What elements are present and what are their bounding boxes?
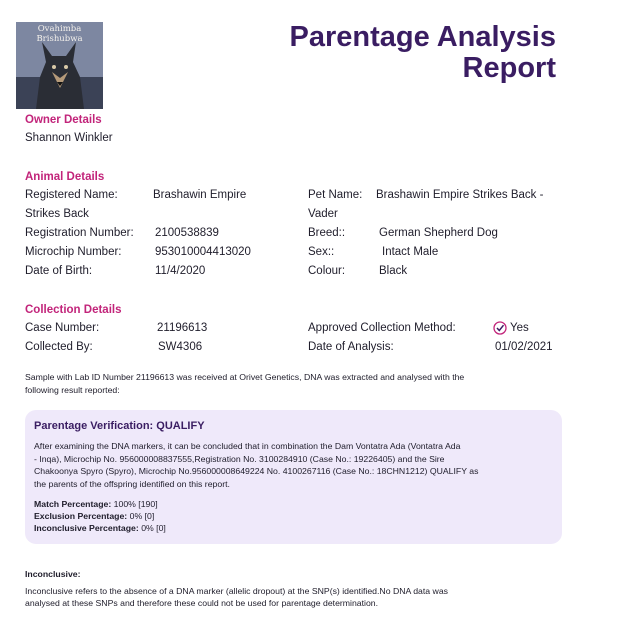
inconclusive-percentage-value: 0% [0] [141, 523, 166, 533]
registration-number-value: 2100538839 [155, 227, 219, 239]
exclusion-percentage-label: Exclusion Percentage: [34, 511, 128, 521]
inconclusive-text-line2: analysed at these SNPs and therefore these could not be used for parentage determination. [25, 598, 379, 608]
verification-text-line3: Chakoonya Spyro (Spyro), Microchip No.956000008649224 No. 4100267116 (Case No.: 18CHN1212) QUALIFY as [34, 466, 479, 476]
verification-text-line1: After examining the DNA markers, it can be concluded that in combination the Dam Vontatra Ada (Vontatra Ada [34, 441, 461, 451]
report-title [290, 22, 557, 84]
verification-panel [25, 410, 562, 544]
inconclusive-heading: Inconclusive: [25, 569, 81, 579]
colour-value: Black [379, 265, 408, 277]
case-number-value: 21196613 [157, 322, 208, 334]
inconclusive-text-line1: Inconclusive refers to the absence of a DNA marker (allelic dropout) at the SNP(s) identified.No DNA data was [25, 586, 448, 596]
sex-value: Intact Male [382, 246, 439, 258]
pet-name-label: Pet Name: [308, 189, 363, 201]
match-percentage-value: 100% [190] [113, 499, 158, 509]
colour-label: Colour: [308, 265, 346, 277]
verification-heading: Parentage Verification: QUALIFY [34, 420, 205, 432]
pet-name-value-cont: Vader [308, 208, 338, 220]
exclusion-percentage-value: 0% [0] [129, 511, 155, 521]
registered-name-value: Brashawin Empire [153, 189, 247, 201]
company-logo [16, 22, 103, 109]
verification-text-line2: - Inqa), Microchip No. 956000008837555,Registration No. 3100284910 (Case No.: 19226405) and the Sire [34, 453, 445, 464]
owner-name: Shannon Winkler [25, 132, 113, 144]
verification-text-line4: the parents of the offspring identified on this report. [34, 478, 230, 489]
date-analysis-label: Date of Analysis: [308, 341, 394, 353]
report-title-line1: Parentage Analysis [289, 21, 556, 53]
collected-by-value: SW4306 [158, 341, 203, 353]
inconclusive-percentage-label: Inconclusive Percentage: [34, 523, 139, 533]
match-percentage-label: Match Percentage: [34, 499, 112, 509]
approved-method-label: Approved Collection Method: [308, 322, 456, 334]
collected-by-label: Collected By: [25, 341, 93, 353]
case-number-label: Case Number: [25, 322, 100, 334]
registration-number-label: Registration Number: [25, 227, 134, 239]
dob-label: Date of Birth: [25, 265, 93, 277]
verification-text [34, 440, 554, 490]
pet-name-value: Brashawin Empire Strikes Back - [376, 189, 544, 201]
exclusion-percentage [34, 511, 154, 521]
approved-method-value: Yes [510, 322, 529, 334]
sample-text-line2: following result reported: [25, 385, 120, 395]
sample-text-line1: Sample with Lab ID Number 21196613 was received at Orivet Genetics, DNA was extracted and analysed with the [25, 372, 465, 382]
logo-text: Ovahimba Brishubwa [36, 24, 83, 44]
dob-value: 11/4/2020 [155, 265, 206, 277]
registered-name-value-cont: Strikes Back [25, 208, 89, 220]
date-analysis-value: 01/02/2021 [495, 341, 553, 353]
collection-details-heading: Collection Details [25, 304, 122, 316]
check-circle-icon [493, 321, 507, 335]
registered-name-label: Registered Name: [25, 189, 118, 201]
sex-label: Sex:: [308, 246, 335, 258]
animal-details-heading: Animal Details [25, 171, 105, 183]
inconclusive-percentage [34, 523, 166, 533]
owner-details-heading: Owner Details [25, 114, 102, 126]
microchip-label: Microchip Number: [25, 246, 122, 258]
microchip-value: 953010004413020 [155, 246, 251, 258]
breed-value: German Shepherd Dog [379, 227, 498, 239]
match-percentage [34, 499, 158, 509]
report-title-line2: Report [462, 52, 556, 84]
breed-label: Breed:: [308, 227, 346, 239]
